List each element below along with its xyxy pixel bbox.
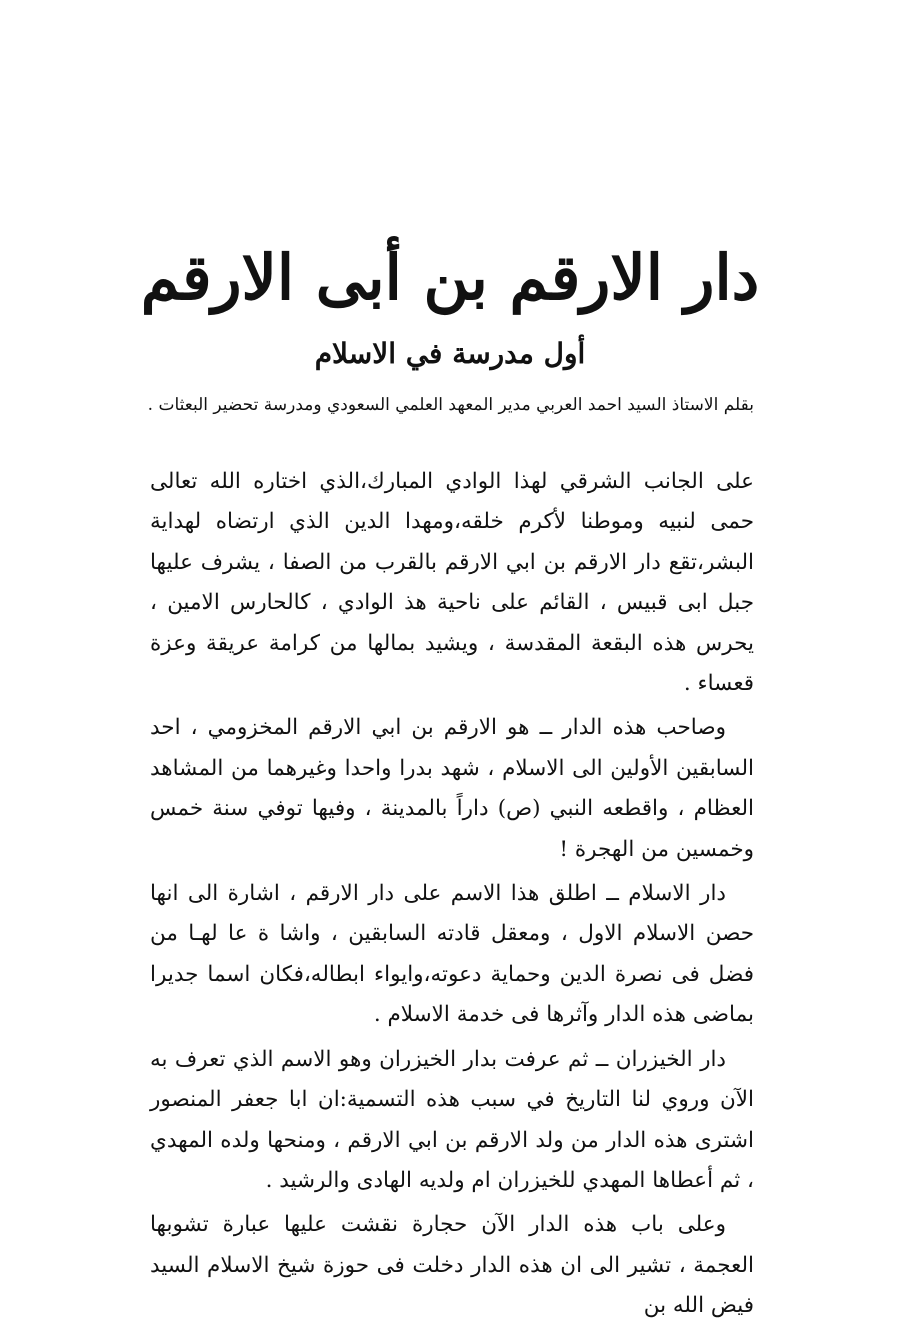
paragraph-2: وصاحب هذه الدار ــ هو الارقم بن ابي الارقم المخزومي ، احد السابقين الأولين الى الاسلام ، شهد بدرا واحدا وغيرهما من المشاهد العظام ، واقطعه النبي (ص) داراً بالمدينة ، وفيها توفي سنة خمس وخمسين من الهجرة ! <box>150 715 754 862</box>
author-byline: بقلم الاستاذ السيد احمد العربي مدير المعهد العلمي السعودي ومدرسة تحضير البعثات . <box>147 395 754 415</box>
article-body <box>150 462 754 1331</box>
article-title: دار الارقم بن أبى الارقم <box>140 241 760 314</box>
article-subtitle: أول مدرسة في الاسلام <box>314 337 586 370</box>
paragraph-1: على الجانب الشرقي لهذا الوادي المبارك،الذي اختاره الله تعالى حمى لنبيه وموطنا لأكرم خلقه،ومهدا الدين الذي ارتضاه لهداية البشر،تقع دار الارقم بن ابي الارقم بالقرب من الصفا ، يشرف عليها جبل ابى قبيس ، القائم على ناحية هذ الوادي ، كالحارس الامين ، يحرس هذه البقعة المقدسة ، ويشيد بمالها من كرامة عريقة وعزة قعساء . <box>150 469 754 697</box>
paragraph-5: وعلى باب هذه الدار الآن حجارة نقشت عليها عبارة تشوبها العجمة ، تشير الى ان هذه الدار دخلت فى حوزة شيخ الاسلام السيد فيض الله بن <box>150 1212 754 1319</box>
paragraph-4: دار الخيزران ــ ثم عرفت بدار الخيزران وهو الاسم الذي تعرف به الآن وروي لنا التاريخ في سبب هذه التسمية:ان ابا جعفر المنصور اشترى هذه الدار من ولد الارقم بن ابي الارقم ، ومنحها ولده المهدي ، ثم أعطاها المهدي للخيزران ام ولديه الهادى والرشيد . <box>150 1046 754 1193</box>
paragraph-3: دار الاسلام ــ اطلق هذا الاسم على دار الارقم ، اشارة الى انها حصن الاسلام الاول ، ومعقل قادته السابقين ، واشا ة عا لهـا من فضل فى نصرة الدين وحماية دعوته،وايواء ابطاله،فكان اسما جديرا بماضى هذه الدار وآثرها فى خدمة الاسلام . <box>150 881 754 1028</box>
